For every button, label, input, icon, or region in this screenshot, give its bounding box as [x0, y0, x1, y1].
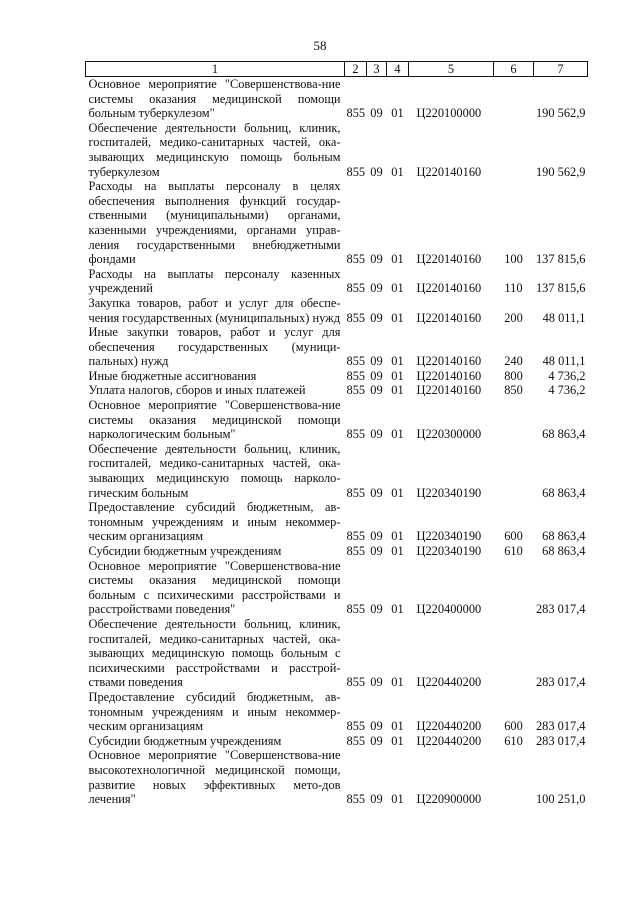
header-col-7: 7 — [534, 62, 588, 77]
row-admin-code: 855 — [346, 602, 366, 617]
row-name: Предоставление субсидий бюджетным, ав-тономным учреждениям и иным некоммер-ческим организациям — [88, 689, 341, 734]
row-expense-type: 610 — [504, 544, 523, 558]
row-target-code: Ц220140160 — [416, 164, 482, 179]
table-body — [86, 77, 588, 807]
budget-table — [85, 61, 588, 807]
row-target-code: Ц220440200 — [416, 675, 482, 690]
row-expense-type: 600 — [504, 529, 523, 544]
row-section: 09 — [370, 310, 383, 325]
row-subsection: 01 — [391, 675, 404, 690]
row-admin-code: 855 — [346, 252, 366, 267]
table-row — [86, 398, 588, 442]
table-row — [86, 442, 588, 500]
row-target-code: Ц220300000 — [416, 427, 482, 442]
table-row — [86, 267, 588, 296]
header-col-5: 5 — [409, 62, 494, 77]
row-section: 09 — [370, 733, 383, 748]
row-expense-type — [494, 442, 534, 500]
row-expense-type: 100 — [504, 252, 523, 267]
table-header — [86, 62, 588, 77]
header-col-6: 6 — [494, 62, 534, 77]
header-col-2: 2 — [345, 62, 367, 77]
row-subsection: 01 — [391, 383, 404, 398]
row-amount: 283 017,4 — [535, 602, 586, 617]
row-name: Уплата налогов, сборов и иных платежей — [88, 383, 306, 398]
row-expense-type: 850 — [504, 383, 523, 398]
table-row — [86, 617, 588, 690]
table-row — [86, 325, 588, 369]
row-amount: 137 815,6 — [535, 252, 586, 267]
row-target-code: Ц220140160 — [416, 310, 482, 325]
row-admin-code: 855 — [346, 792, 366, 807]
row-amount: 68 863,4 — [542, 427, 586, 442]
row-target-code: Ц220340190 — [416, 485, 482, 500]
row-target-code: Ц220340190 — [416, 544, 482, 558]
row-amount: 4 736,2 — [548, 383, 586, 398]
row-target-code: Ц220140160 — [416, 252, 482, 267]
row-admin-code: 855 — [346, 368, 366, 383]
row-section: 09 — [370, 675, 383, 690]
row-expense-type: 610 — [504, 733, 523, 748]
row-subsection: 01 — [391, 310, 404, 325]
row-section: 09 — [370, 164, 383, 179]
row-expense-type: 110 — [504, 281, 523, 296]
row-section: 09 — [370, 354, 383, 369]
row-amount: 4 736,2 — [548, 368, 586, 383]
row-expense-type — [494, 121, 534, 179]
row-amount: 283 017,4 — [535, 675, 586, 690]
row-subsection: 01 — [391, 164, 404, 179]
row-admin-code: 855 — [346, 310, 366, 325]
row-target-code: Ц220440200 — [416, 719, 482, 734]
row-admin-code: 855 — [346, 529, 366, 544]
row-subsection: 01 — [391, 602, 404, 617]
table-row — [86, 77, 588, 121]
row-target-code: Ц220400000 — [416, 602, 482, 617]
table-row — [86, 121, 588, 179]
row-subsection: 01 — [391, 106, 404, 121]
row-target-code: Ц220140160 — [416, 368, 482, 383]
row-amount: 48 011,1 — [542, 354, 586, 369]
table-row — [86, 748, 588, 806]
table-row — [86, 179, 588, 267]
row-amount: 190 562,9 — [535, 164, 586, 179]
row-section: 09 — [370, 427, 383, 442]
row-expense-type — [494, 559, 534, 617]
row-subsection: 01 — [391, 529, 404, 544]
row-section: 09 — [370, 368, 383, 383]
table-row — [86, 383, 588, 398]
row-admin-code: 855 — [346, 281, 366, 296]
row-expense-type: 200 — [504, 310, 523, 325]
row-section: 09 — [370, 106, 383, 121]
row-subsection: 01 — [391, 427, 404, 442]
row-section: 09 — [370, 529, 383, 544]
row-amount: 283 017,4 — [535, 719, 586, 734]
row-amount: 100 251,0 — [535, 792, 586, 807]
row-target-code: Ц220440200 — [416, 733, 482, 748]
row-name: Основное мероприятие "Совершенствова-ние системы оказания медицинской помощи больным с психическими расстройствами и расстройствами поведения" — [88, 558, 341, 617]
row-name: Обеспечение деятельности больниц, клиник, госпиталей, медико-санитарных частей, ока-зывающих медицинскую помощь нарколо-гическим больным — [88, 441, 341, 500]
row-name: Основное мероприятие "Совершенствова-ние системы оказания медицинской помощи наркологическим больным" — [88, 398, 341, 442]
header-col-3: 3 — [367, 62, 387, 77]
header-row — [86, 62, 588, 77]
row-name: Субсидии бюджетным учреждениям — [88, 733, 282, 748]
row-target-code: Ц220140160 — [416, 354, 482, 369]
row-amount: 190 562,9 — [535, 106, 586, 121]
table-row — [86, 734, 588, 749]
row-subsection: 01 — [391, 485, 404, 500]
row-amount: 68 863,4 — [542, 485, 586, 500]
row-amount: 68 863,4 — [542, 544, 586, 558]
row-name: Расходы на выплаты персоналу казенных учреждений — [88, 266, 341, 296]
table-row — [86, 544, 588, 559]
row-admin-code: 855 — [346, 675, 366, 690]
row-expense-type — [494, 748, 534, 806]
row-admin-code: 855 — [346, 719, 366, 734]
row-admin-code: 855 — [346, 485, 366, 500]
row-subsection: 01 — [391, 368, 404, 383]
row-admin-code: 855 — [346, 383, 366, 398]
row-name: Основное мероприятие "Совершенствова-ние высокотехнологичной медицинской помощи, развитие новых эффективных мето-дов лечения" — [88, 748, 341, 807]
row-amount: 283 017,4 — [535, 733, 586, 748]
row-subsection: 01 — [391, 792, 404, 807]
row-name: Иные закупки товаров, работ и услуг для обеспечения государственных (муници-пальных) нужд — [88, 325, 341, 369]
row-name: Расходы на выплаты персоналу в целях обеспечения выполнения функций государ-ственными (муниципальными) органами, казенными учреждениями, органами управ-ления государственными внебюджетными фондами — [88, 179, 341, 267]
row-name: Обеспечение деятельности больниц, клиник, госпиталей, медико-санитарных частей, ока-зывающих медицинскую помощь больным туберкулезом — [88, 120, 341, 179]
row-section: 09 — [370, 719, 383, 734]
header-col-4: 4 — [387, 62, 409, 77]
row-target-code: Ц220900000 — [416, 792, 482, 807]
row-amount: 137 815,6 — [535, 281, 586, 296]
header-col-1: 1 — [86, 62, 345, 77]
row-admin-code: 855 — [346, 544, 366, 558]
table-row — [86, 559, 588, 617]
row-subsection: 01 — [391, 281, 404, 296]
row-subsection: 01 — [391, 252, 404, 267]
row-name: Закупка товаров, работ и услуг для обеспе-чения государственных (муниципальных) нужд — [88, 295, 341, 325]
row-admin-code: 855 — [346, 733, 366, 748]
row-name: Субсидии бюджетным учреждениям — [88, 544, 282, 558]
row-subsection: 01 — [391, 733, 404, 748]
row-target-code: Ц220140160 — [416, 383, 482, 398]
row-amount: 48 011,1 — [542, 310, 586, 325]
row-section: 09 — [370, 792, 383, 807]
row-expense-type: 800 — [504, 368, 523, 383]
row-section: 09 — [370, 252, 383, 267]
row-admin-code: 855 — [346, 427, 366, 442]
row-amount: 68 863,4 — [542, 529, 586, 544]
row-subsection: 01 — [391, 719, 404, 734]
row-section: 09 — [370, 485, 383, 500]
table-row — [86, 690, 588, 734]
row-subsection: 01 — [391, 354, 404, 369]
row-subsection: 01 — [391, 544, 404, 558]
row-expense-type — [494, 617, 534, 690]
row-section: 09 — [370, 544, 383, 558]
row-expense-type: 240 — [504, 354, 523, 369]
row-expense-type — [494, 77, 534, 121]
row-expense-type — [494, 398, 534, 442]
row-section: 09 — [370, 281, 383, 296]
row-target-code: Ц220100000 — [416, 106, 482, 121]
table-row — [86, 369, 588, 384]
row-admin-code: 855 — [346, 354, 366, 369]
table-row — [86, 296, 588, 325]
row-section: 09 — [370, 383, 383, 398]
row-name: Обеспечение деятельности больниц, клиник, госпиталей, медико-санитарных частей, ока-зывающих медицинскую помощь больным с психическими расстройствами и расстрой-ствами поведения — [88, 616, 341, 690]
row-name: Основное мероприятие "Совершенствова-ние системы оказания медицинской помощи больным туберкулезом" — [88, 77, 341, 121]
row-name: Предоставление субсидий бюджетным, ав-тономным учреждениям и иным некоммер-ческим организациям — [88, 500, 341, 544]
row-admin-code: 855 — [346, 164, 366, 179]
row-section: 09 — [370, 602, 383, 617]
page-number: 58 — [313, 38, 327, 53]
row-expense-type: 600 — [504, 719, 523, 734]
row-target-code: Ц220340190 — [416, 529, 482, 544]
table-row — [86, 500, 588, 544]
row-target-code: Ц220140160 — [416, 281, 482, 296]
row-name: Иные бюджетные ассигнования — [88, 368, 257, 383]
row-admin-code: 855 — [346, 106, 366, 121]
